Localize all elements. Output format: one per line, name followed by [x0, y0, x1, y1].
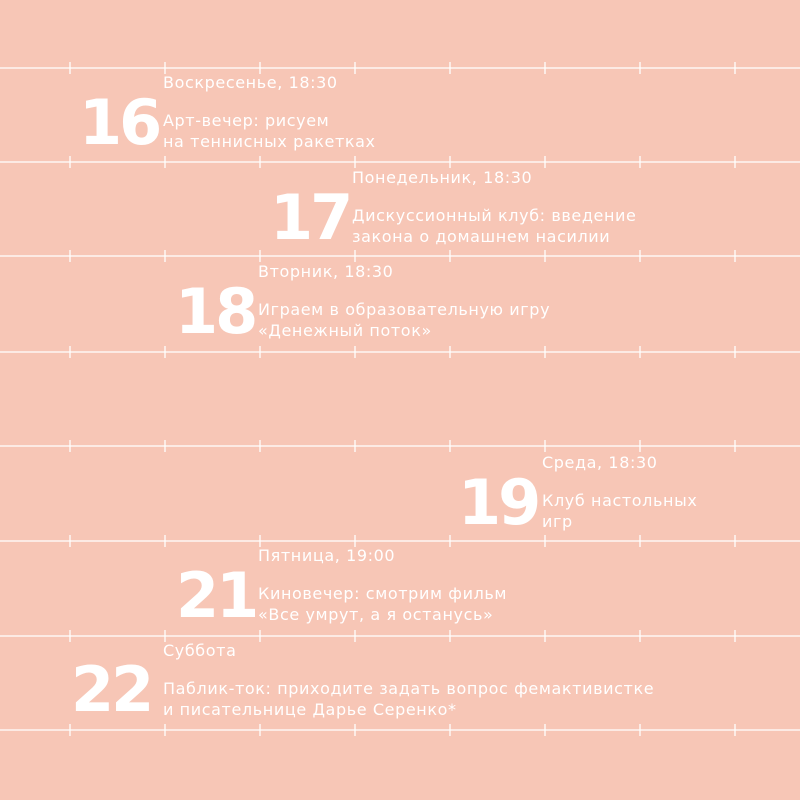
event-day-number: 22: [71, 653, 152, 726]
event-title: [258, 299, 550, 341]
event-title: [163, 110, 376, 152]
event-title-line: «Денежный поток»: [258, 321, 432, 340]
event-title-line: Дискуссионный клуб: введение: [352, 206, 637, 225]
event-title-line: Киновечер: смотрим фильм: [258, 584, 508, 603]
event-title: [258, 583, 507, 625]
event-title-line: Играем в образовательную игру: [258, 300, 551, 319]
event-datetime: Пятница, 19:00: [258, 546, 396, 565]
event-title-line: на теннисных ракетках: [163, 132, 376, 151]
event-title: [352, 205, 636, 247]
event-datetime: Воскресенье, 18:30: [163, 73, 338, 92]
event-datetime: Понедельник, 18:30: [352, 168, 533, 187]
event-title: [163, 678, 654, 720]
event-day-number: 19: [458, 466, 539, 539]
event-day-number: 16: [79, 86, 160, 159]
event-title-line: Арт-вечер: рисуем: [163, 111, 330, 130]
event-title-line: «Все умрут, а я останусь»: [258, 605, 494, 624]
event-datetime: Суббота: [163, 641, 237, 660]
event-title-line: игр: [542, 512, 573, 531]
event-title-line: Паблик-ток: приходите задать вопрос фемактивистке: [163, 679, 655, 698]
event-datetime: Вторник, 18:30: [258, 262, 394, 281]
event-day-number: 21: [176, 559, 257, 632]
event-day-number: 17: [270, 181, 351, 254]
event-title-line: Клуб настольных: [542, 491, 698, 510]
event-day-number: 18: [175, 275, 256, 348]
event-datetime: Среда, 18:30: [542, 453, 658, 472]
event-title: [542, 490, 697, 532]
event-title-line: и писательнице Дарье Серенко*: [163, 700, 457, 719]
event-title-line: закона о домашнем насилии: [352, 227, 611, 246]
